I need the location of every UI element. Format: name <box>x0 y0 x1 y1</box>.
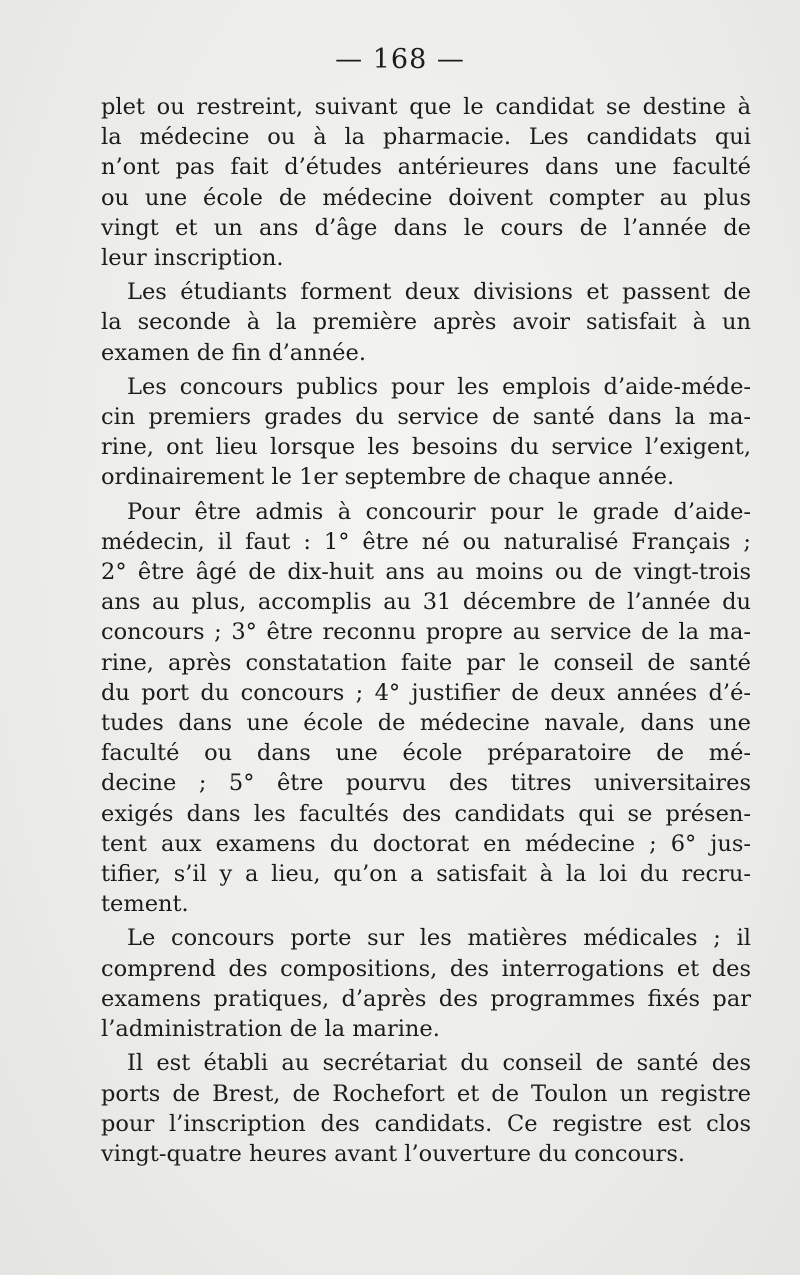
text-line: du port du concours ; 4° justifier de deux années d’é- <box>101 679 751 706</box>
text-line: tement. <box>101 891 189 918</box>
text-line: Pour être admis à concourir pour le grade d’aide- <box>127 498 751 525</box>
text-line: examen de fin d’année. <box>101 339 366 366</box>
text-line: examens pratiques, d’après des programmes fixés par <box>101 985 751 1012</box>
text-line: n’ont pas fait d’études antérieures dans une faculté <box>101 154 751 181</box>
text-line: ou une école de médecine doivent compter au plus <box>101 184 751 211</box>
text-line: Il est établi au secrétariat du conseil de santé des <box>127 1050 751 1077</box>
text-line: cin premiers grades du service de santé dans la ma- <box>101 404 751 431</box>
text-line: tifier, s’il y a lieu, qu’on a satisfait à la loi du recru- <box>101 861 751 888</box>
text-line: tent aux examens du doctorat en médecine ; 6° jus- <box>101 830 751 857</box>
text-line: exigés dans les facultés des candidats qui se présen- <box>101 800 751 827</box>
text-line: comprend des compositions, des interrogations et des <box>101 955 751 982</box>
text-line: vingt-quatre heures avant l’ouverture du concours. <box>101 1140 686 1167</box>
text-line: Les concours publics pour les emplois d’aide-méde- <box>127 373 751 400</box>
body-text <box>101 92 751 1169</box>
text-line: la médecine ou à la pharmacie. Les candidats qui <box>101 124 751 151</box>
text-line: pour l’inscription des candidats. Ce registre est clos <box>101 1110 751 1137</box>
text-line: decine ; 5° être pourvu des titres universitaires <box>101 770 751 797</box>
text-line: Le concours porte sur les matières médicales ; il <box>127 925 751 952</box>
page-number: — 168 — <box>335 44 465 75</box>
paragraph <box>101 372 751 493</box>
text-line: faculté ou dans une école préparatoire de mé- <box>101 740 751 767</box>
text-line: concours ; 3° être reconnu propre au service de la ma- <box>101 619 751 646</box>
text-line: tudes dans une école de médecine navale, dans une <box>101 710 751 737</box>
text-line: 2° être âgé de dix-huit ans au moins ou de vingt-trois <box>101 559 751 586</box>
text-line: ports de Brest, de Rochefort et de Toulon un registre <box>101 1080 751 1107</box>
text-line: l’administration de la marine. <box>101 1016 440 1043</box>
text-line: ans au plus, accomplis au 31 décembre de l’année du <box>101 589 751 616</box>
paragraph <box>101 1048 751 1169</box>
text-line: rine, ont lieu lorsque les besoins du service l’exigent, <box>101 434 751 461</box>
paragraph <box>101 92 751 273</box>
text-line: Les étudiants forment deux divisions et passent de <box>127 279 751 306</box>
text-line: leur inscription. <box>101 245 284 272</box>
paragraph <box>101 923 751 1044</box>
text-line: médecin, il faut : 1° être né ou naturalisé Français ; <box>101 528 751 555</box>
text-line: ordinairement le 1er septembre de chaque année. <box>101 464 675 491</box>
text-line: vingt et un ans d’âge dans le cours de l’année de <box>101 214 751 241</box>
text-line: plet ou restreint, suivant que le candidat se destine à <box>101 94 751 120</box>
paragraph <box>101 497 751 920</box>
text-line: la seconde à la première après avoir satisfait à un <box>101 309 751 336</box>
paragraph <box>101 277 751 368</box>
text-line: rine, après constatation faite par le conseil de santé <box>101 649 751 676</box>
